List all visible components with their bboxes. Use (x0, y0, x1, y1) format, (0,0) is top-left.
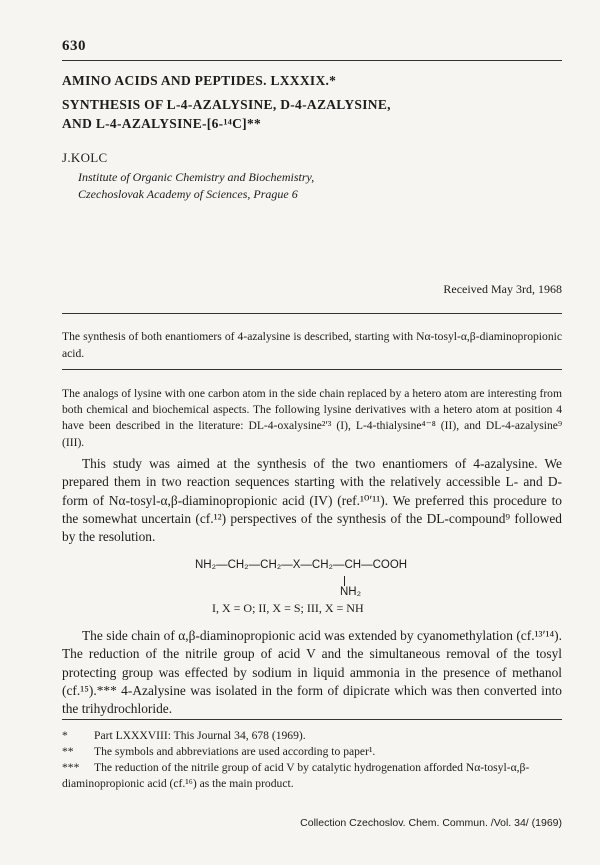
received-date: Received May 3rd, 1968 (443, 282, 562, 296)
footnote-mark: *** (62, 761, 80, 774)
footnote-rule (62, 719, 562, 720)
footnote-text: Part LXXXVIII: This Journal 34, 678 (1969). (94, 729, 306, 742)
affiliation-line-1: Institute of Organic Chemistry and Biochemistry, (78, 170, 315, 184)
footnote-2 (62, 744, 562, 760)
abstract: The synthesis of both enantiomers of 4-azalysine is described, starting with Nα-tosyl-α,β-diaminopropionic acid. (62, 330, 562, 360)
journal-footer: Collection Czechoslov. Chem. Commun. /Vol. 34/ (1969) (300, 817, 562, 829)
body-paragraph-2: The side chain of α,β-diaminopropionic acid was extended by cyanomethylation (cf.¹³ʹ¹⁴). The reduction of the nitrile group of acid V and the simultaneous removal of the tosyl protecting group was effected by sodium in liquid ammonia in the presence of methanol (cf.¹⁵).*** 4-Azalysine was isolated in the form of dipicrate which was then converted into the trihydrochloride. (62, 628, 562, 717)
intro-paragraph: The analogs of lysine with one carbon atom in the side chain replaced by a hetero atom are interesting from both chemical and biochemical aspects. The following lysine derivatives with a hetero atom at position 4 have been described in the literature: DL-4-oxalysine²ʹ³ (I), L-4-thialysine⁴⁻⁸ (II), and DL-4-azalysine⁹ (III). (62, 387, 562, 449)
title-line-3: AND L-4-AZALYSINE-[6-¹⁴C]** (62, 116, 262, 131)
formula-legend: I, X = O; II, X = S; III, X = NH (212, 601, 364, 615)
footnote-mark: ** (62, 745, 74, 758)
page-number: 630 (62, 38, 86, 54)
abstract-rule-bottom (62, 369, 562, 370)
formula-branch-bond (344, 576, 345, 586)
footnote-3 (62, 760, 562, 791)
header-rule (62, 60, 562, 61)
footnote-1 (62, 728, 562, 744)
footnote-text: The reduction of the nitrile group of acid V by catalytic hydrogenation afforded Nα-tosyl-α,β-diaminopropionic acid (cf.¹⁶) as the main product. (62, 761, 530, 790)
author: J.KOLC (62, 150, 108, 165)
affiliation-line-2: Czechoslovak Academy of Sciences, Prague 6 (78, 187, 298, 201)
formula-branch-group: NH₂ (340, 586, 362, 598)
title-line-2: SYNTHESIS OF L-4-AZALYSINE, D-4-AZALYSINE, (62, 97, 391, 112)
body-paragraph-1: This study was aimed at the synthesis of the two enantiomers of 4-azalysine. We prepared them in two reaction sequences starting with the relatively accessible L- and D-form of Nα-tosyl-α,β-diaminopropionic acid (IV) (ref.¹⁰ʹ¹¹). We preferred this procedure to the somewhat uncertain (cf.¹²) perspectives of the synthesis of the DL-compound⁹ followed by the resolution. (62, 456, 562, 545)
structural-formula: NH₂—CH₂—CH₂—X—CH₂—CH—COOH (195, 559, 408, 571)
abstract-rule-top (62, 313, 562, 314)
footnote-mark: * (62, 729, 68, 742)
footnote-text: The symbols and abbreviations are used according to paper¹. (94, 745, 376, 758)
title-line-1: AMINO ACIDS AND PEPTIDES. LXXXIX.* (62, 73, 337, 88)
